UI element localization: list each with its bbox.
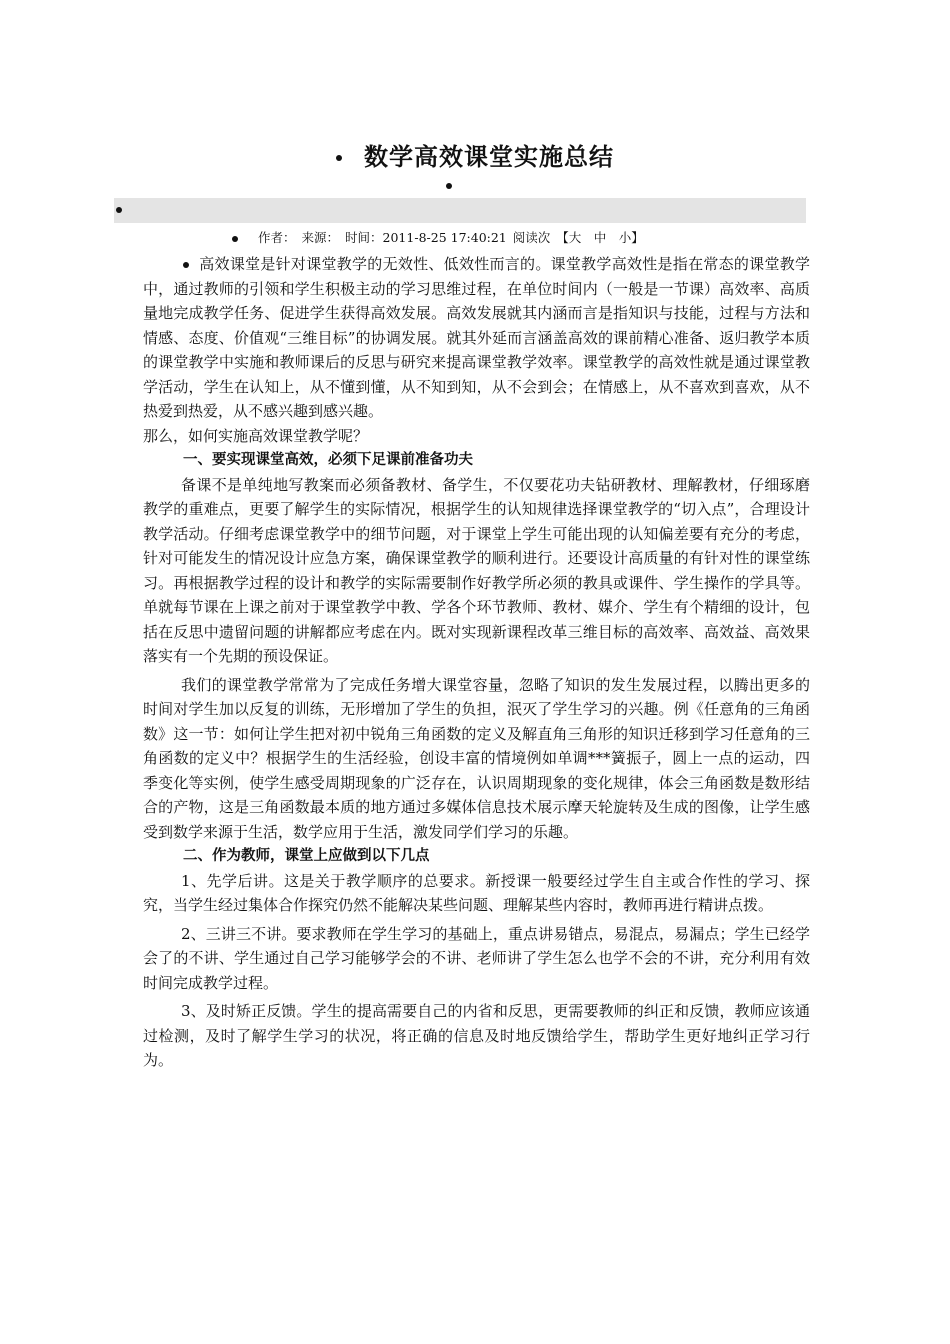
bullet-icon <box>336 155 342 161</box>
bullet-icon <box>232 236 238 242</box>
meta-time: 时间：2011-8-25 17:40:21 <box>345 230 507 245</box>
meta-author: 作者： <box>258 230 296 245</box>
intro-text: 高效课堂是针对课堂教学的无效性、低效性而言的。课堂教学高效性是指在常态的课堂教学中，通过教师的引领和学生积极主动的学习思维过程，在单位时间内（一般是一节课）高效率、高质量地完成教学任务、促进学生获得高效发展。高效发展就其内涵而言是指知识与技能，过程与方法和情感、态度、价值观“三维目标”的协调发展。就其外延而言涵盖高效的课前精心准备、返归教学本质的课堂教学中实施和教师课后的反思与研究来提高课堂教学效率。课堂教学的高效性就是通过课堂教学活动，学生在认知上，从不懂到懂，从不知到知，从不会到会；在情感上，从不喜欢到喜欢，从不热爱到热爱，从不感兴趣到感兴趣。 <box>143 255 810 420</box>
question-paragraph: 那么，如何实施高效课堂教学呢？ <box>143 426 369 445</box>
paragraph-5: 3、及时矫正反馈。学生的提高需要自己的内省和反思，更需要教师的纠正和反馈，教师应该通过检测，及时了解学生学习的状况，将正确的信息及时地反馈给学生，帮助学生更好地纠正学习行为。 <box>143 1002 810 1069</box>
article-body <box>143 252 810 1073</box>
meta-reads: 阅读次 <box>512 230 551 245</box>
meta-source: 来源： <box>301 230 340 245</box>
gray-bar <box>114 198 806 223</box>
bullet-icon <box>446 183 452 189</box>
page-title: 数学高效课堂实施总结 <box>364 143 614 171</box>
font-size-switcher[interactable]: 【大 中 小】 <box>556 230 644 245</box>
paragraph-2: 我们的课堂教学常常为了完成任务增大课堂容量，忽略了知识的发生发展过程，以腾出更多的时间对学生加以反复的训练，无形增加了学生的负担，泯灭了学生学习的兴趣。例《任意角的三角函数》这一节：如何让学生把对初中锐角三角函数的定义及解直角三角形的知识迁移到学习任意角的三角函数的定义中？根据学生的生活经验，创设丰富的情境例如单调***簧振子，圆上一点的运动，四季变化等实例，使学生感受周期现象的广泛存在，认识周期现象的变化规律，体会三角函数是数形结合的产物，这是三角函数最本质的地方通过多媒体信息技术展示摩天轮旋转及生成的图像，让学生感受到数学来源于生活，数学应用于生活，激发同学们学习的乐趣。 <box>143 675 810 841</box>
section-heading-1: 一、要实现课堂高效，必须下足课前准备功夫 <box>183 452 473 468</box>
bullet-icon <box>116 207 122 213</box>
paragraph-1: 备课不是单纯地写教案而必须备教材、备学生，不仅要花功夫钻研教材、理解教材，仔细琢磨教学的重难点，更要了解学生的实际情况，根据学生的认知规律选择课堂教学的“切入点”，合理设计教学活动。仔细考虑课堂教学中的细节问题，对于课堂上学生可能出现的认知偏差要有充分的考虑，针对可能发生的情况设计应急方案，确保课堂教学的顺利进行。还要设计高质量的有针对性的课堂练习。再根据教学过程的设计和教学的实际需要制作好教学所必须的教具或课件、学生操作的学具等。单就每节课在上课之前对于课堂教学中教、学各个环节教师、教材、媒介、学生有个精细的设计，包括在反思中遗留问题的讲解都应考虑在内。既对实现新课程改革三维目标的高效率、高效益、高效果落实有一个先期的预设保证。 <box>143 475 810 665</box>
title-row <box>0 137 950 172</box>
bullet-icon <box>183 262 189 268</box>
paragraph-3: 1、先学后讲。这是关于教学顺序的总要求。新授课一般要经过学生自主或合作性的学习、探究，当学生经过集体合作探究仍然不能解决某些问题、理解某些内容时，教师再进行精讲点拨。 <box>143 871 810 914</box>
section-heading-2: 二、作为教师，课堂上应做到以下几点 <box>183 848 430 864</box>
paragraph-4: 2、三讲三不讲。要求教师在学生学习的基础上，重点讲易错点，易混点，易漏点；学生已经学会了的不讲、学生通过自己学习能够学会的不讲、老师讲了学生怎么也学不会的不讲，充分利用有效时间完成教学过程。 <box>143 924 810 992</box>
intro-paragraph <box>143 252 810 424</box>
article-meta <box>232 228 644 246</box>
